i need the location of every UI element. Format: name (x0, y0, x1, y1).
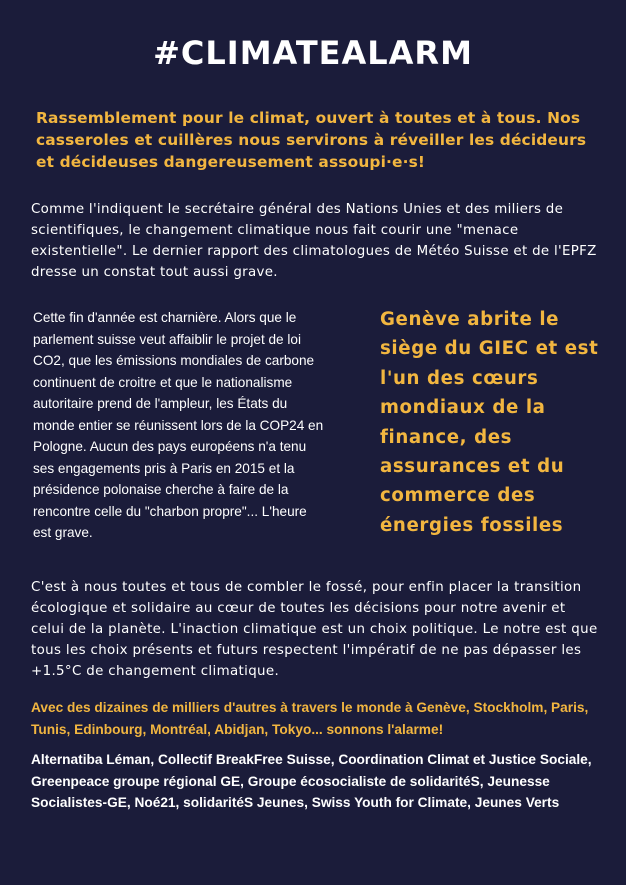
left-column-paragraph: Cette fin d'année est charnière. Alors que le parlement suisse veut affaiblir le projet de loi CO2, que les émissions mondiales de carbone continuent de croitre et que le nationalisme autoritaire prend de l'ampleur, les États du monde entier se réunissent lors de la COP24 en Pologne. Aucun des pays européens n'a tenu ses engagements pris à Paris en 2015 et la présidence polonaise cherche à faire de la rencontre celle du "charbon propre"... L'heure est grave. (33, 310, 324, 540)
flyer-title: #CLIMATEALARM (153, 34, 473, 72)
lead-paragraph: Rassemblement pour le climat, ouvert à toutes et à tous. Nos casseroles et cuillères nous servirons à réveiller les décideurs et décideuses dangereusement assoupi·e·s! (36, 109, 587, 171)
intro-paragraph: Comme l'indiquent le secrétaire général des Nations Unies et des miliers de scientifiques, le changement climatique nous fait courir une "menace existentielle". Le dernier rapport des climatologues de Météo Suisse et de l'EPFZ dresse un constat tout aussi grave. (31, 202, 597, 280)
signatories-list: Alternatiba Léman, Collectif BreakFree Suisse, Coordination Climat et Justice Sociale, Greenpeace groupe régional GE, Groupe écosocialiste de solidaritéS, Jeunesse Socialistes-GE, Noé21, solidaritéS Jeunes, Swiss Youth for Climate, Jeunes Verts (31, 752, 592, 810)
call-to-action: Avec des dizaines de milliers d'autres à travers le monde à Genève, Stockholm, Paris, Tunis, Edinbourg, Montréal, Abidjan, Tokyo... sonnons l'alarme! (31, 700, 589, 737)
highlight-quote: Genève abrite le siège du GIEC et est l'un des cœurs mondiaux de la finance, des assurances et du commerce des énergies fossiles (380, 309, 599, 536)
closing-paragraph: C'est à nous toutes et tous de combler le fossé, pour enfin placer la transition écologique et solidaire au cœur de toutes les décisions pour notre avenir et celui de la planète. L'inaction climatique est un choix politique. Le notre est que tous les choix présents et futurs respectent l'impératif de ne pas dépasser les +1.5°C de changement climatique. (31, 580, 598, 679)
